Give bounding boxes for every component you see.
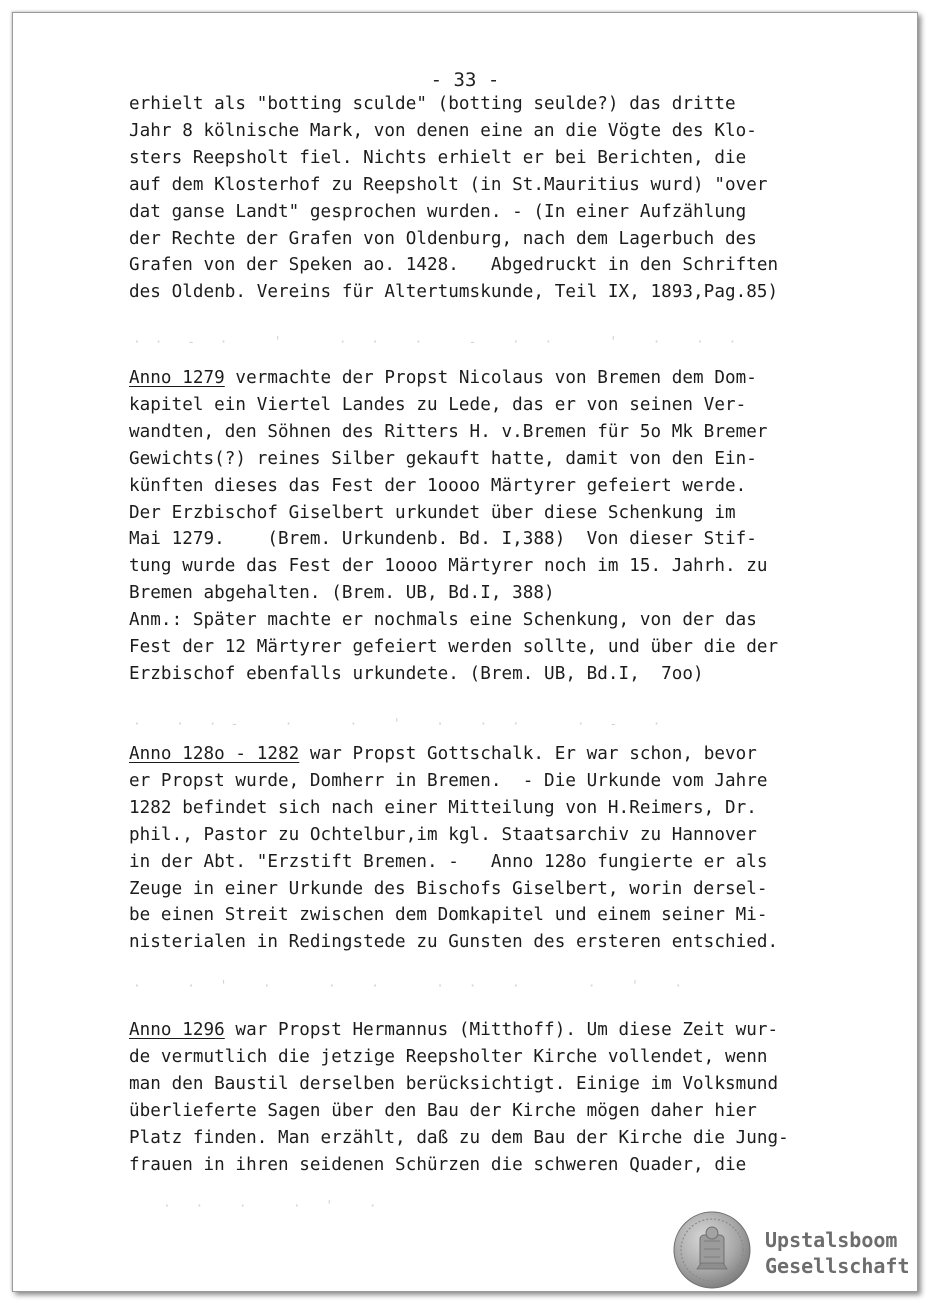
text-line: Anno 128o - 1282 war Propst Gottschalk. Er war schon, bevor (129, 744, 757, 764)
text-line: frauen in ihren seidenen Schürzen die schweren Quader, die (129, 1154, 747, 1175)
text-line: künften dieses das Fest der 1oooo Märtyrer gefeiert werde. (129, 475, 747, 496)
text-line: Zeuge in einer Urkunde des Bischofs Giselbert, worin dersel- (129, 878, 768, 899)
text-line: auf dem Klosterhof zu Reepsholt (in St.Mauritius wurd) "over (129, 174, 768, 195)
text-line: Anno 1296 war Propst Hermannus (Mitthoff). Um diese Zeit wur- (129, 1020, 779, 1040)
text-line: Bremen abgehalten. (Brem. UB, Bd.I, 388) (129, 583, 555, 604)
text-line: phil., Pastor zu Ochtelbur,im kgl. Staatsarchiv zu Hannover (129, 824, 757, 845)
text-line: Gewichts(?) reines Silber gekauft hatte, damit von den Ein- (129, 448, 757, 469)
text-line: in der Abt. "Erzstift Bremen. - Anno 128o fungierte er als (129, 851, 768, 872)
text-line: der Rechte der Grafen von Oldenburg, nach dem Lagerbuch des (129, 228, 757, 249)
text-line: wandten, den Söhnen des Ritters H. v.Bremen für 5o Mk Bremer (129, 421, 768, 442)
text-line: Anm.: Später machte er nochmals eine Schenkung, von der das (129, 610, 757, 631)
paragraph-anno-1280-1282 (129, 741, 829, 956)
text-line: Platz finden. Man erzählt, daß zu dem Bau der Kirche die Jung- (129, 1127, 789, 1148)
wordmark-line-1: Upstalsboom (765, 1228, 898, 1252)
text-line: erhielt als "botting sculde" (botting seulde?) das dritte (129, 94, 736, 114)
paragraph-1 (129, 91, 829, 306)
anno-heading: Anno 128o - 1282 (129, 744, 300, 764)
text-line: Mai 1279. (Brem. Urkundenb. Bd. I,388) Von dieser Stif- (129, 529, 757, 550)
anno-heading: Anno 1296 (129, 1020, 225, 1040)
bleed-through-noise: · · · · ' · (163, 1199, 380, 1214)
text-line: Jahr 8 kölnische Mark, von denen eine an die Vögte des Klo- (129, 120, 757, 141)
text-line: man den Baustil derselben berücksichtigt. Einige im Volksmund (129, 1073, 779, 1094)
text-line: Der Erzbischof Giselbert urkundet über diese Schenkung im (129, 502, 736, 523)
text-line: tung wurde das Fest der 1oooo Märtyrer noch im 15. Jahrh. zu (129, 556, 768, 577)
text-line: sters Reepsholt fiel. Nichts erhielt er bei Berichten, die (129, 147, 747, 168)
text-line: überlieferte Sagen über den Bau der Kirche mögen daher hier (129, 1100, 757, 1121)
paragraph-anno-1279 (129, 365, 829, 688)
text-line: 1282 befindet sich nach einer Mitteilung von H.Reimers, Dr. (129, 797, 757, 818)
text-line: dat ganse Landt" gesprochen wurden. - (In einer Aufzählung (129, 201, 747, 222)
wordmark-line-2: Gesellschaft (765, 1254, 910, 1278)
anno-heading: Anno 1279 (129, 368, 225, 388)
text-line: Erzbischof ebenfalls urkundete. (Brem. UB, Bd.I, 7oo) (129, 663, 704, 684)
text-line: nisterialen in Redingstede zu Gunsten des ersteren entschied. (129, 932, 779, 953)
seal-logo-icon (673, 1211, 751, 1289)
paragraph-anno-1296 (129, 1017, 829, 1178)
text-line: kapitel ein Viertel Landes zu Lede, das er von seinen Ver- (129, 394, 747, 415)
text-line: Grafen von der Speken ao. 1428. Abgedruckt in den Schriften (129, 255, 779, 276)
text-line: er Propst wurde, Domherr in Bremen. - Die Urkunde vom Jahre (129, 770, 768, 791)
text-line: Anno 1279 vermachte der Propst Nicolaus von Bremen dem Dom- (129, 368, 757, 388)
text-line: de vermutlich die jetzige Reepsholter Kirche vollendet, wenn (129, 1046, 768, 1067)
text-line: Fest der 12 Märtyrer gefeiert werden sollte, und über die der (129, 637, 779, 658)
text-line: be einen Streit zwischen dem Domkapitel und einem seiner Mi- (129, 905, 768, 926)
document-page (12, 12, 918, 1292)
bleed-through-noise: · · ' · · · · · · · ' · (133, 979, 686, 994)
page-number: - 33 - (430, 69, 500, 91)
upstalsboom-wordmark (765, 1227, 910, 1279)
bleed-through-noise: · · - · ' · · · - · · ' · · · (133, 335, 740, 350)
text-line: des Oldenb. Vereins für Altertumskunde, Teil IX, 1893,Pag.85) (129, 282, 779, 303)
bleed-through-noise: · · · - · · ' · · · · - · (133, 717, 664, 732)
